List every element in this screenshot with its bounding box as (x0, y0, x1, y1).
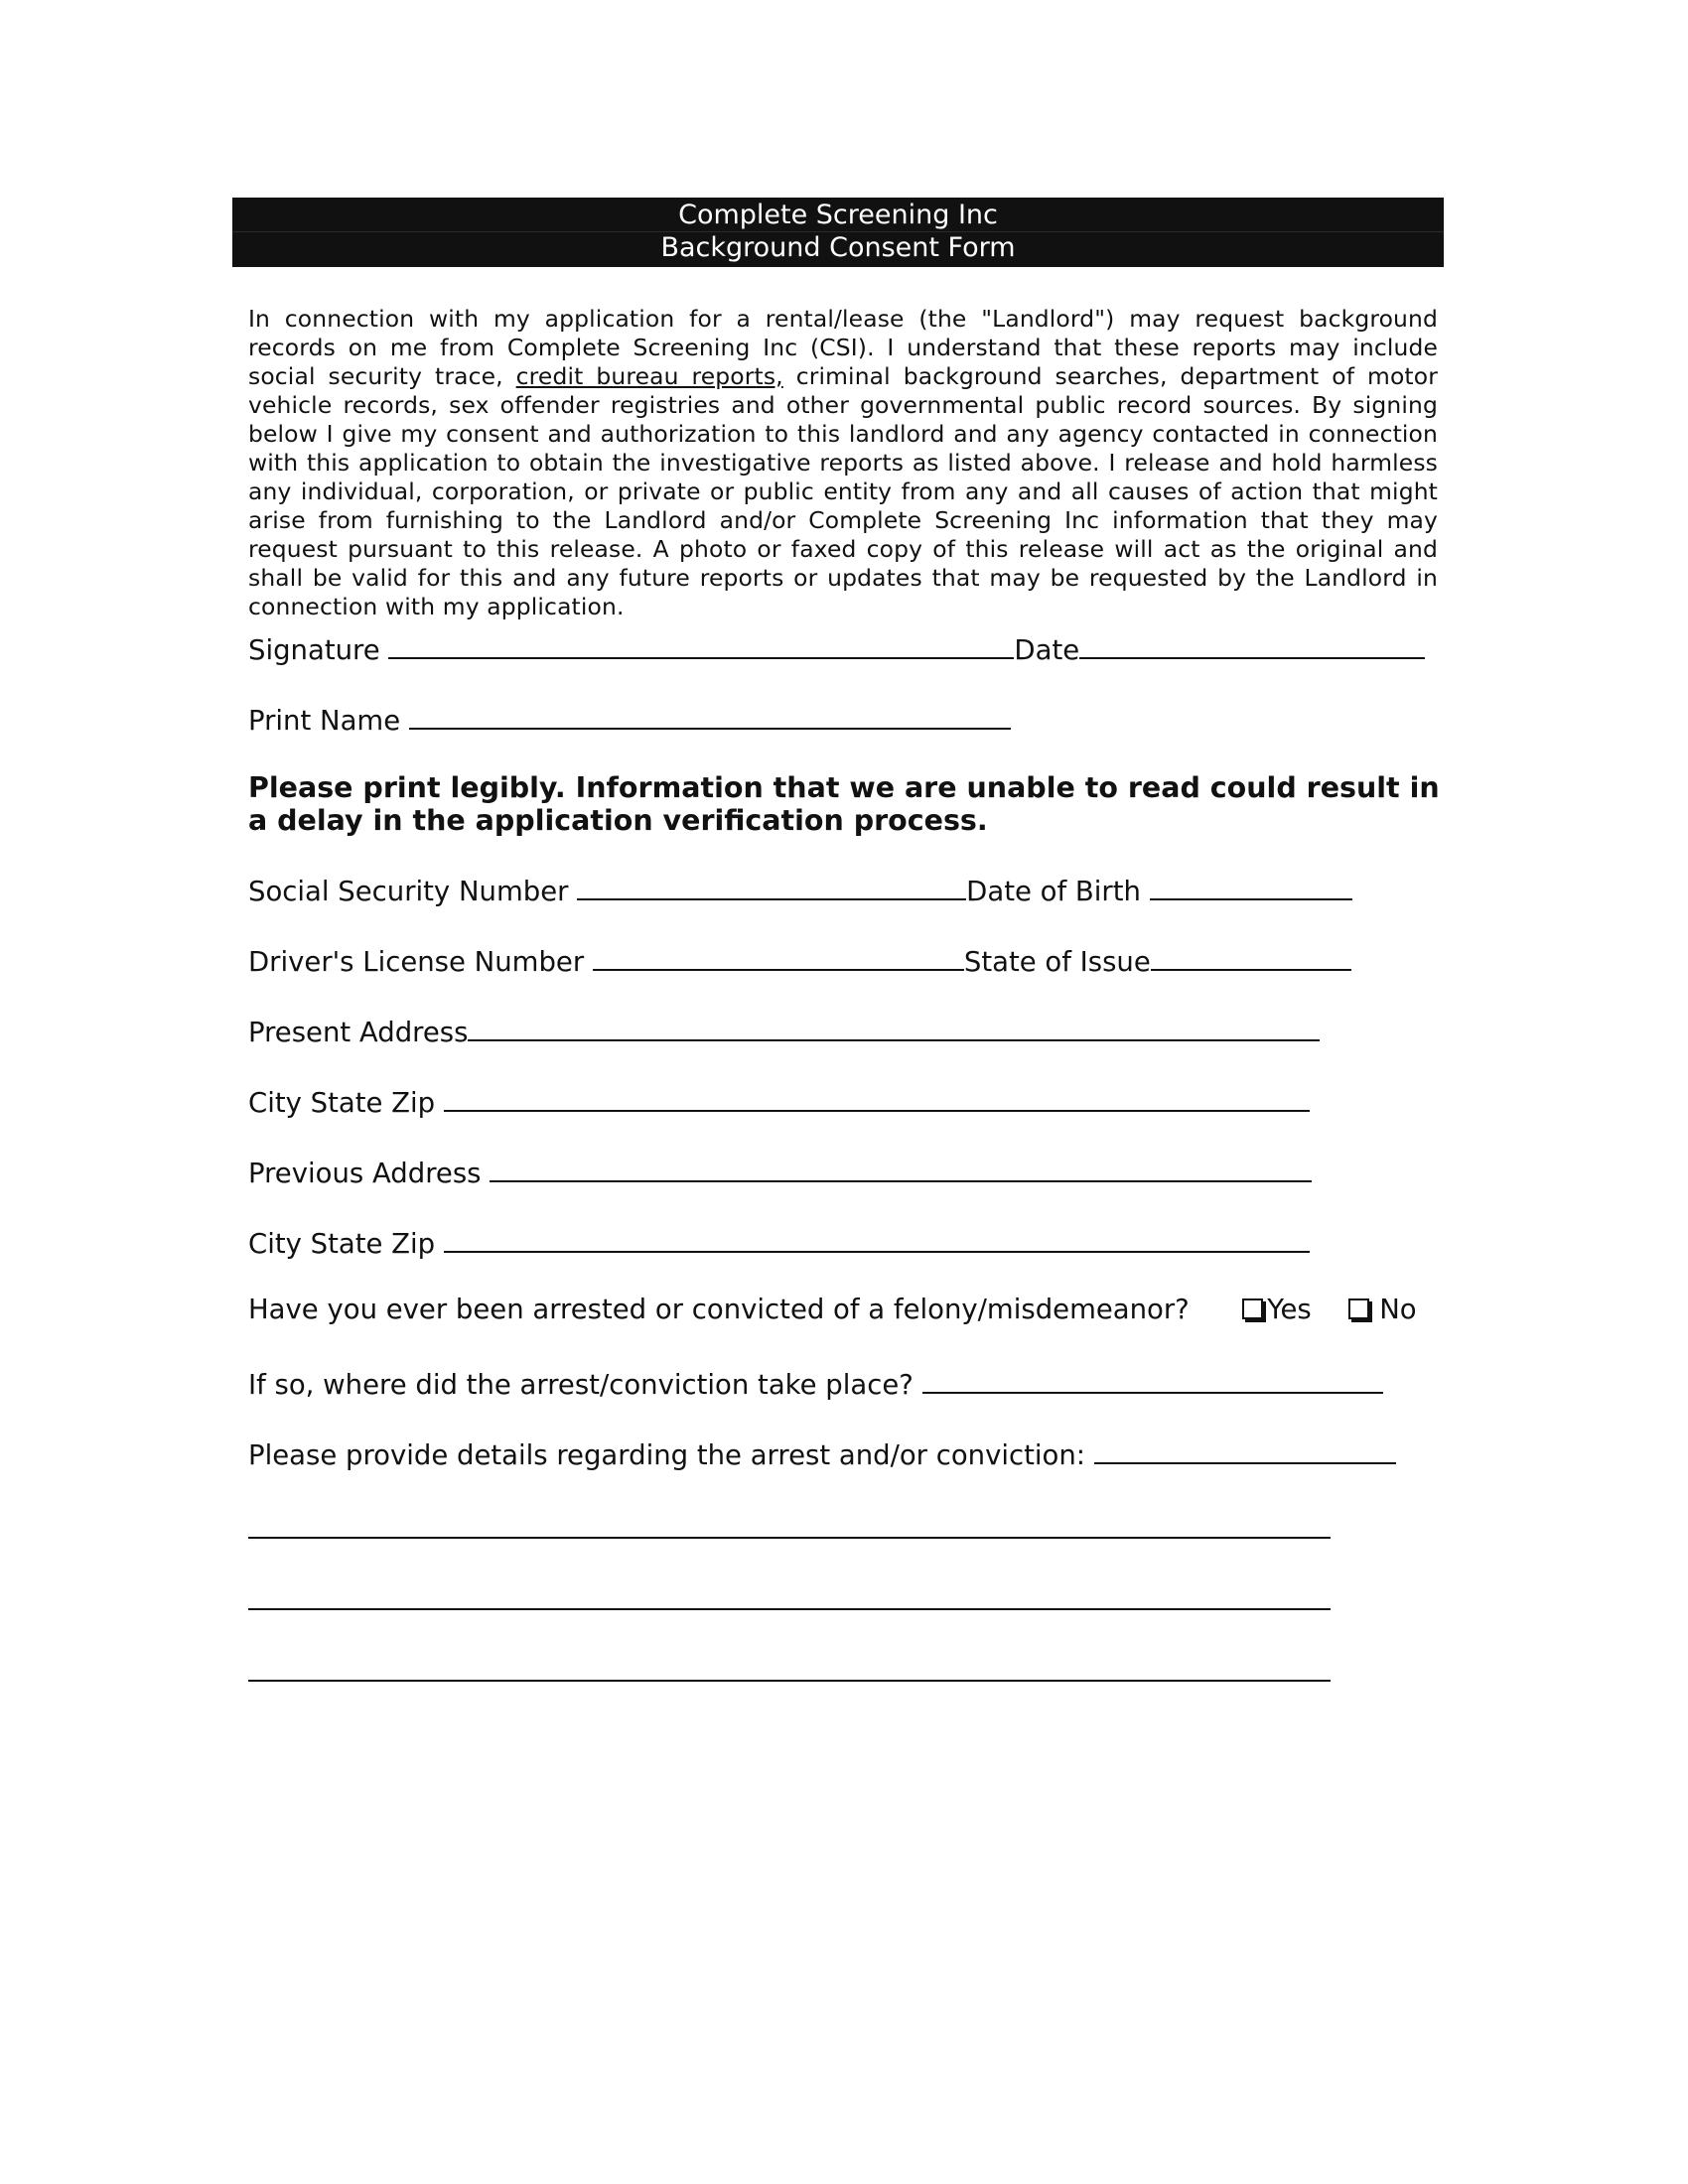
no-checkbox[interactable] (1348, 1298, 1369, 1319)
present-address-row (248, 1012, 1320, 1048)
print-name-field[interactable] (409, 700, 1011, 730)
details-line-1[interactable] (248, 1537, 1331, 1539)
signature-row (248, 629, 1425, 666)
consent-text-part2: criminal background searches, department of motor vehicle records, sex offender registries and other governmental public record sources. By signing below I give my consent and authorization to this landlord and any agency contacted in connection with this application to obtain the investigative reports as listed above. I release and hold harmless any individual, corporation, or private or public entity from any and all causes of action that might arise from furnishing to the Landlord and/or Complete Screening Inc information that they may request pursuant to this release. A photo or faxed copy of this release will act as the original and shall be valid for this and any future reports or updates that may be requested by the Landlord in connection with my application. (248, 362, 1438, 620)
previous-address-label: Previous Address (248, 1158, 482, 1189)
signature-label: Signature (248, 634, 380, 666)
credit-bureau-reports-text: credit bureau reports, (515, 362, 783, 390)
city-state-zip-label-1: City State Zip (248, 1087, 436, 1119)
drivers-license-row (248, 941, 1351, 978)
arrest-details-row (248, 1434, 1396, 1471)
ssn-field[interactable] (577, 871, 966, 900)
arrest-details-label: Please provide details regarding the arrest and/or conviction: (248, 1439, 1086, 1471)
state-of-issue-label: State of Issue (963, 946, 1151, 978)
yes-label: Yes (1267, 1294, 1312, 1325)
arrest-question-row (248, 1294, 1417, 1325)
arrest-location-label: If so, where did the arrest/conviction take place? (248, 1369, 914, 1401)
arrest-location-field[interactable] (922, 1364, 1383, 1394)
legibility-notice: Please print legibly. Information that we are unable to read could result in a delay in the application verification process. (248, 771, 1440, 837)
city-state-zip-row-2 (248, 1223, 1310, 1260)
city-state-zip-row-1 (248, 1082, 1310, 1119)
city-state-zip-label-2: City State Zip (248, 1228, 436, 1260)
arrest-question-label: Have you ever been arrested or convicted of a felony/misdemeanor? (248, 1294, 1190, 1325)
ssn-label: Social Security Number (248, 876, 569, 907)
present-address-field[interactable] (468, 1012, 1320, 1041)
details-line-3[interactable] (248, 1680, 1331, 1682)
dl-number-field[interactable] (593, 941, 964, 971)
date-label: Date (1014, 634, 1080, 666)
consent-text-part1: In connection with my application for a rental/lease (the "Landlord") may request background records on me from Complete Screening Inc (CSI). I understand that these reports may include social security trace, (248, 305, 1438, 390)
consent-paragraph (248, 305, 1438, 621)
dob-field[interactable] (1150, 871, 1352, 900)
company-name: Complete Screening Inc (678, 200, 998, 230)
dl-number-label: Driver's License Number (248, 946, 585, 978)
no-label: No (1379, 1294, 1417, 1325)
form-title: Background Consent Form (660, 232, 1016, 263)
ssn-row (248, 871, 1352, 907)
arrest-location-row (248, 1364, 1383, 1401)
previous-address-field[interactable] (490, 1153, 1312, 1182)
present-address-label: Present Address (248, 1017, 469, 1048)
yes-checkbox[interactable] (1242, 1298, 1263, 1319)
form-header (232, 198, 1444, 267)
arrest-details-field[interactable] (1094, 1434, 1396, 1464)
city-state-zip-field-1[interactable] (444, 1082, 1310, 1112)
state-of-issue-field[interactable] (1151, 941, 1351, 971)
date-field[interactable] (1079, 629, 1425, 659)
previous-address-row (248, 1153, 1312, 1189)
signature-field[interactable] (388, 629, 1014, 659)
print-name-label: Print Name (248, 705, 401, 737)
details-line-2[interactable] (248, 1608, 1331, 1610)
dob-label: Date of Birth (966, 876, 1141, 907)
print-name-row (248, 700, 1011, 737)
city-state-zip-field-2[interactable] (444, 1223, 1310, 1253)
